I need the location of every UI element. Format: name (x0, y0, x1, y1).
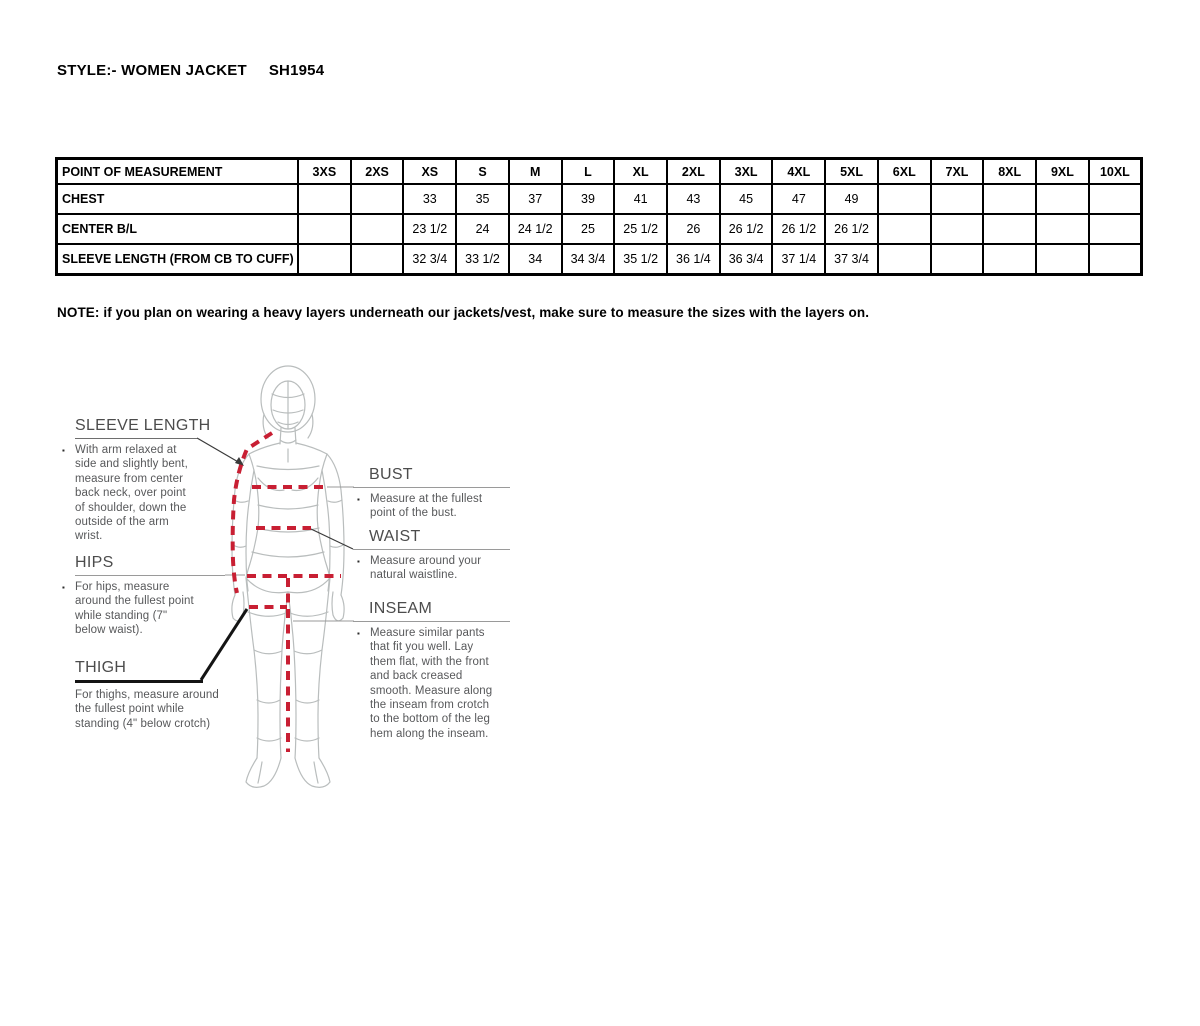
size-value-cell: 37 1/4 (772, 244, 825, 274)
guide-section-bust (353, 466, 510, 521)
sleeve-measure-line (233, 433, 272, 593)
page-title (57, 62, 324, 79)
size-value-cell: 25 (562, 214, 615, 244)
col-header-size: 6XL (878, 159, 931, 185)
size-value-cell (1089, 214, 1142, 244)
size-value-cell: 36 3/4 (720, 244, 773, 274)
size-value-cell: 32 3/4 (403, 244, 456, 274)
size-value-cell: 41 (614, 184, 667, 214)
col-header-size: 10XL (1089, 159, 1142, 185)
thigh-text: For thighs, measure around the fullest point while standing (4" below crotch) (75, 689, 219, 730)
note-text: NOTE: if you plan on wearing a heavy layers underneath our jackets/vest, make sure to measure the sizes with the layers on. (57, 305, 870, 320)
col-header-size: M (509, 159, 562, 185)
bust-description (357, 492, 496, 521)
style-code: SH1954 (268, 62, 325, 79)
size-value-cell: 25 1/2 (614, 214, 667, 244)
size-value-cell: 23 1/2 (403, 214, 456, 244)
row-label: CHEST (57, 184, 299, 214)
bullet-marker: ▪ (62, 446, 65, 455)
guide-section-inseam (353, 600, 510, 741)
waist-heading: WAIST (353, 528, 510, 550)
bullet-marker: ▪ (357, 557, 360, 566)
size-value-cell (878, 184, 931, 214)
col-header-size: 7XL (931, 159, 984, 185)
hips-text: For hips, measure around the fullest point while standing (7" below waist). (75, 581, 194, 637)
size-value-cell: 24 (456, 214, 509, 244)
size-value-cell: 47 (772, 184, 825, 214)
col-header-size: 3XS (298, 159, 351, 185)
size-value-cell (1089, 184, 1142, 214)
size-value-cell: 37 (509, 184, 562, 214)
size-value-cell (983, 184, 1036, 214)
sleeve-length-text: With arm relaxed at side and slightly bent, measure from center back neck, over point of shoulder, down the outside of the arm wrist. (75, 444, 188, 543)
size-value-cell: 26 1/2 (825, 214, 878, 244)
size-value-cell: 26 1/2 (772, 214, 825, 244)
size-value-cell: 26 1/2 (720, 214, 773, 244)
size-value-cell: 33 (403, 184, 456, 214)
size-value-cell: 39 (562, 184, 615, 214)
guide-section-hips (62, 554, 227, 638)
size-value-cell: 24 1/2 (509, 214, 562, 244)
size-value-cell (298, 184, 351, 214)
col-header-size: S (456, 159, 509, 185)
size-value-cell: 35 (456, 184, 509, 214)
size-value-cell (351, 184, 404, 214)
bust-heading: BUST (353, 466, 510, 488)
col-header-size: 4XL (772, 159, 825, 185)
size-value-cell: 43 (667, 184, 720, 214)
waist-leader-line (311, 529, 353, 549)
size-table (55, 157, 1143, 276)
size-value-cell (878, 244, 931, 274)
size-table-body (57, 184, 1142, 274)
size-value-cell (1036, 184, 1089, 214)
col-header-size: 9XL (1036, 159, 1089, 185)
size-value-cell (1089, 244, 1142, 274)
thigh-description (75, 688, 227, 731)
size-value-cell (1036, 214, 1089, 244)
size-value-cell (931, 214, 984, 244)
size-value-cell (931, 244, 984, 274)
size-value-cell: 36 1/4 (667, 244, 720, 274)
col-header-size: L (562, 159, 615, 185)
bust-text: Measure at the fullest point of the bust. (370, 493, 483, 520)
size-value-cell (983, 244, 1036, 274)
col-header-size: 8XL (983, 159, 1036, 185)
guide-section-sleeve-length (62, 417, 211, 544)
inseam-text: Measure similar pants that fit you well. Lay them flat, with the front and back creased smooth. Measure along the inseam from crotch to the bottom of the leg hem along the inseam. (370, 627, 493, 740)
inseam-heading: INSEAM (353, 600, 510, 622)
size-table-head (57, 159, 1142, 185)
size-value-cell (1036, 244, 1089, 274)
row-label: CENTER B/L (57, 214, 299, 244)
guide-section-thigh (75, 659, 235, 731)
sleeve-length-description (62, 443, 193, 544)
thigh-heading: THIGH (75, 659, 203, 683)
measurement-row (57, 214, 1142, 244)
size-value-cell: 26 (667, 214, 720, 244)
col-header-size: XL (614, 159, 667, 185)
size-value-cell (351, 214, 404, 244)
size-value-cell: 33 1/2 (456, 244, 509, 274)
col-header-size: 3XL (720, 159, 773, 185)
waist-text: Measure around your natural waistline. (370, 555, 482, 582)
size-value-cell (298, 244, 351, 274)
measurement-row (57, 184, 1142, 214)
size-value-cell (983, 214, 1036, 244)
size-value-cell: 34 (509, 244, 562, 274)
size-value-cell: 34 3/4 (562, 244, 615, 274)
size-value-cell (931, 184, 984, 214)
sleeve-leader-line (197, 438, 240, 463)
col-header-size: XS (403, 159, 456, 185)
sleeve-length-heading: SLEEVE LENGTH (75, 417, 197, 439)
size-value-cell (351, 244, 404, 274)
size-value-cell: 49 (825, 184, 878, 214)
col-header-size: 2XL (667, 159, 720, 185)
size-value-cell: 45 (720, 184, 773, 214)
style-label: STYLE:- WOMEN JACKET (57, 62, 247, 79)
bullet-marker: ▪ (357, 629, 360, 638)
size-value-cell: 37 3/4 (825, 244, 878, 274)
hips-description (62, 580, 201, 638)
col-header-measurement: POINT OF MEASUREMENT (57, 159, 299, 185)
row-label: SLEEVE LENGTH (FROM CB TO CUFF) (57, 244, 299, 274)
measurement-row (57, 244, 1142, 274)
size-value-cell (298, 214, 351, 244)
size-value-cell: 35 1/2 (614, 244, 667, 274)
size-table-head-row (57, 159, 1142, 185)
col-header-size: 5XL (825, 159, 878, 185)
size-value-cell (878, 214, 931, 244)
bullet-marker: ▪ (357, 495, 360, 504)
guide-section-waist (353, 528, 510, 583)
inseam-description (357, 626, 502, 741)
bullet-marker: ▪ (62, 583, 65, 592)
col-header-size: 2XS (351, 159, 404, 185)
waist-description (357, 554, 496, 583)
hips-heading: HIPS (75, 554, 225, 576)
